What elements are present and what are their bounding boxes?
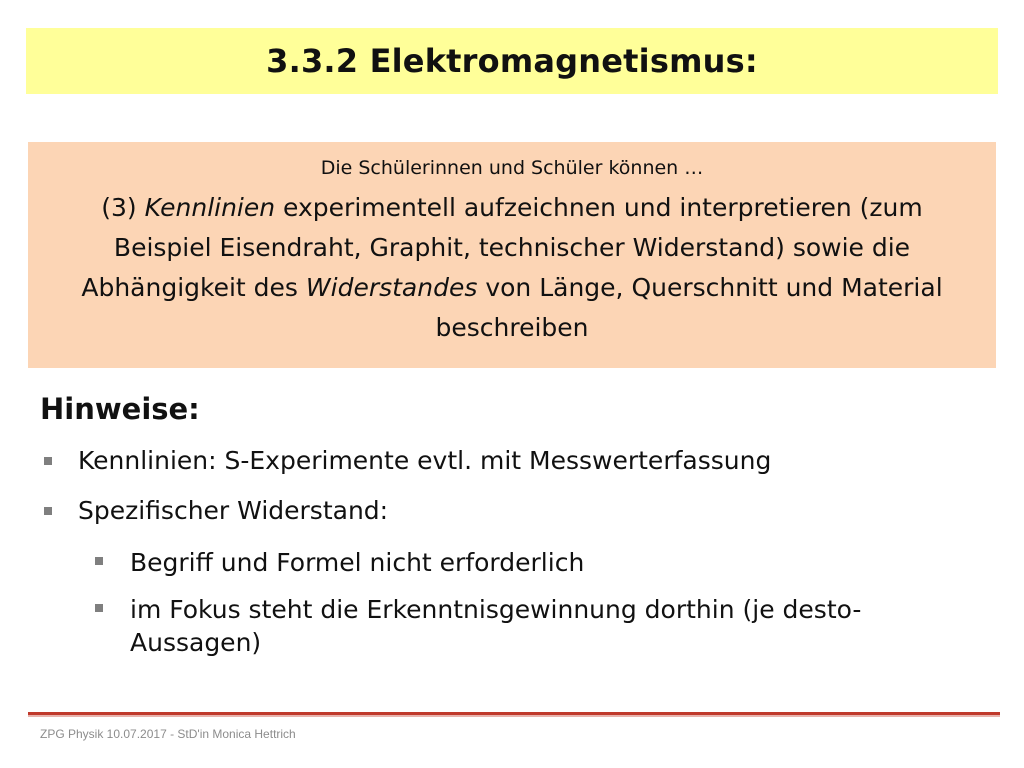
competency-text-middle: experimentell aufzeichnen und interpretieren (zum Beispiel Eisendraht, Graphit, technischer Widerstand) sowie die Abhängigkeit des — [81, 193, 923, 302]
competency-text — [58, 188, 966, 348]
competency-text-end: von Länge, Querschnitt und Material beschreiben — [435, 273, 943, 342]
hints-list — [40, 446, 990, 679]
list-item — [40, 496, 990, 659]
competency-intro: Die Schülerinnen und Schüler können … — [320, 157, 704, 179]
hint-widerstand: Spezifischer Widerstand: — [78, 496, 389, 525]
hint-kennlinien: Kennlinien: S-Experimente evtl. mit Messwerterfassung — [78, 446, 772, 475]
sub-hints-list — [78, 546, 990, 659]
list-item — [78, 546, 990, 579]
footer-text: ZPG Physik 10.07.2017 - StD'in Monica Hettrich — [40, 727, 296, 741]
competency-box — [28, 142, 996, 368]
square-bullet-icon — [95, 557, 103, 565]
square-bullet-icon — [44, 507, 52, 515]
footer-divider-shadow — [28, 715, 1000, 717]
square-bullet-icon — [44, 457, 52, 465]
square-bullet-icon — [95, 604, 103, 612]
term-kennlinien: Kennlinien — [144, 193, 276, 222]
list-item — [78, 593, 990, 659]
list-item — [40, 446, 990, 476]
hints-heading: Hinweise: — [40, 392, 200, 426]
term-widerstandes: Widerstandes — [305, 273, 478, 302]
title-bar — [26, 28, 998, 94]
competency-number: (3) — [101, 193, 145, 222]
slide-title: 3.3.2 Elektromagnetismus: — [266, 42, 758, 80]
sub-hint-fokus: im Fokus steht die Erkenntnisgewinnung dorthin (je desto-Aussagen) — [130, 595, 862, 657]
sub-hint-begriff: Begriff und Formel nicht erforderlich — [130, 548, 585, 577]
